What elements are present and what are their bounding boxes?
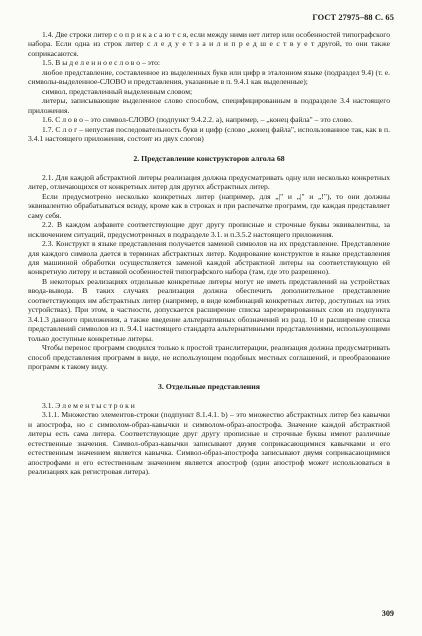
paragraph-1-4: 1.4. Две строки литер с о п р и к а с а ю т с я, если между ними нет литер или особенностей типографского набора. Если одна из строк литер с л е д у е т з а и л и п р е д ш е с т в у е т другой, то они также соприкасаются. [28,30,390,58]
paragraph-2-3: 2.3. Конструкт в языке представления получается заменой символов на их представление. Представление для каждого символа дается в терминах абстрактных литер. Кодирование конструктов в языке представления для машинной обработки осуществляется заменой каждой абстрактной литеры на соответствующую ей конкретную литеру и вставкой особенностей типографского набора (там, где это разрешено). [28,239,390,277]
paragraph-3-1: 3.1. Э л е м е н т ы с т р о к и [42,400,135,410]
paragraph-2-3-c: Чтобы перенос программ сводился только к простой транслитерации, реализация должна предусматривать способ представления программ в виде, не использующем подобных местных соглашений, и преобразование программ к такому виду. [28,343,390,371]
paragraph-1-5-item-3: литеры, записывающие выделенное слово способом, специфицированным в подразделе 3.4 настоящего приложения. [28,96,390,115]
paragraph-2-1: 2.1. Для каждой абстрактной литеры реализация должна предусматривать одну или несколько конкретных литер, отличающихся от конкретных литер для других абстрактных литер. [28,172,390,192]
page-header: ГОСТ 27975–88 С. 65 [312,13,394,22]
paragraph-2-1-b: Если предусмотрено несколько конкретных литер (например, для „|" и „|" и „!"), то они должны эквивалентно обрабатываться всюду, кроме как в строках и при распечатке программ, где каждая представляет саму себя. [28,191,390,220]
section-3-title: 3. Отдельные представления [157,382,261,392]
paragraph-1-5-item-2: символ, представленный выделенным словом; [42,86,193,96]
paragraph-1-7: 1.7. С л о г – непустая последовательность букв и цифр (слово „конец файла", использованное так, как в п. 3.4.1 настоящего приложения, состоит из двух слогов) [28,124,390,143]
paragraph-1-6: 1.6. С л о в о – это символ-СЛОВО (подпункт 9.4.2.2. а), например, – „конец файла" – это слово. [42,115,353,125]
document-body [28,30,390,476]
page-number: 309 [381,609,394,618]
section-2-title: 2. Представление конструкторов алгола 68 [133,154,285,164]
paragraph-1-5: 1.5. В ы д е л е н н о е с л о в о – это: [42,58,161,68]
paragraph-3-1-1: 3.1.1. Множество элементов-строки (подпункт 8.1.4.1. b) – это множество абстрактных литер без кавычки и апострофа, но с символом-образ-кавычки и символом-образ-апострофа. Значение каждой абстрактной литеры есть сама литера. Соответствующие друг другу прописные и строчные буквы имеют различные естественные значения. Символ-образ-кавычки записывают двумя соприкасающимися кавычками и его естественным значением является кавычка. Символ-образ-апострофа записывают двумя соприкасающимися апострофами и его естественным значением является апостроф (один апостроф может использоваться в реализациях как регистровая литера). [28,410,390,477]
paragraph-2-3-b: В некоторых реализациях отдельные конкретные литеры могут не иметь представлений на устройствах ввода-вывода. В таких случаях реализация должна обеспечить дополнительное представление соответствующих им абстрактных литер (например, в виде комбинаций конкретных литер, доступных на этих устройствах). При этом, в частности, допускается расширение списка зарезервированных слов из подпункта 3.4.1.3 данного приложения, а также введение альтернативных обозначений из разд. 10 и расширение списка представлений символов из п. 9.4.1 настоящего стандарта альтернативными представлениями, использующими только доступные конкретные литеры. [28,276,390,343]
paragraph-1-5-item-1: любое представление, составленное из выделенных букв или цифр в эталонном языке (подраздел 9.4) (т. е. символы-выделенное-СЛОВО и представления, указанные в п. 9.4.1 как выделенные); [28,67,390,87]
paragraph-2-2: 2.2. В каждом алфавите соответствующие друг другу прописные и строчные буквы эквивалентны, за исключением ситуаций, предусмотренных в подразделе 3.1. и п.3.5.2 настоящего приложения. [28,220,390,239]
